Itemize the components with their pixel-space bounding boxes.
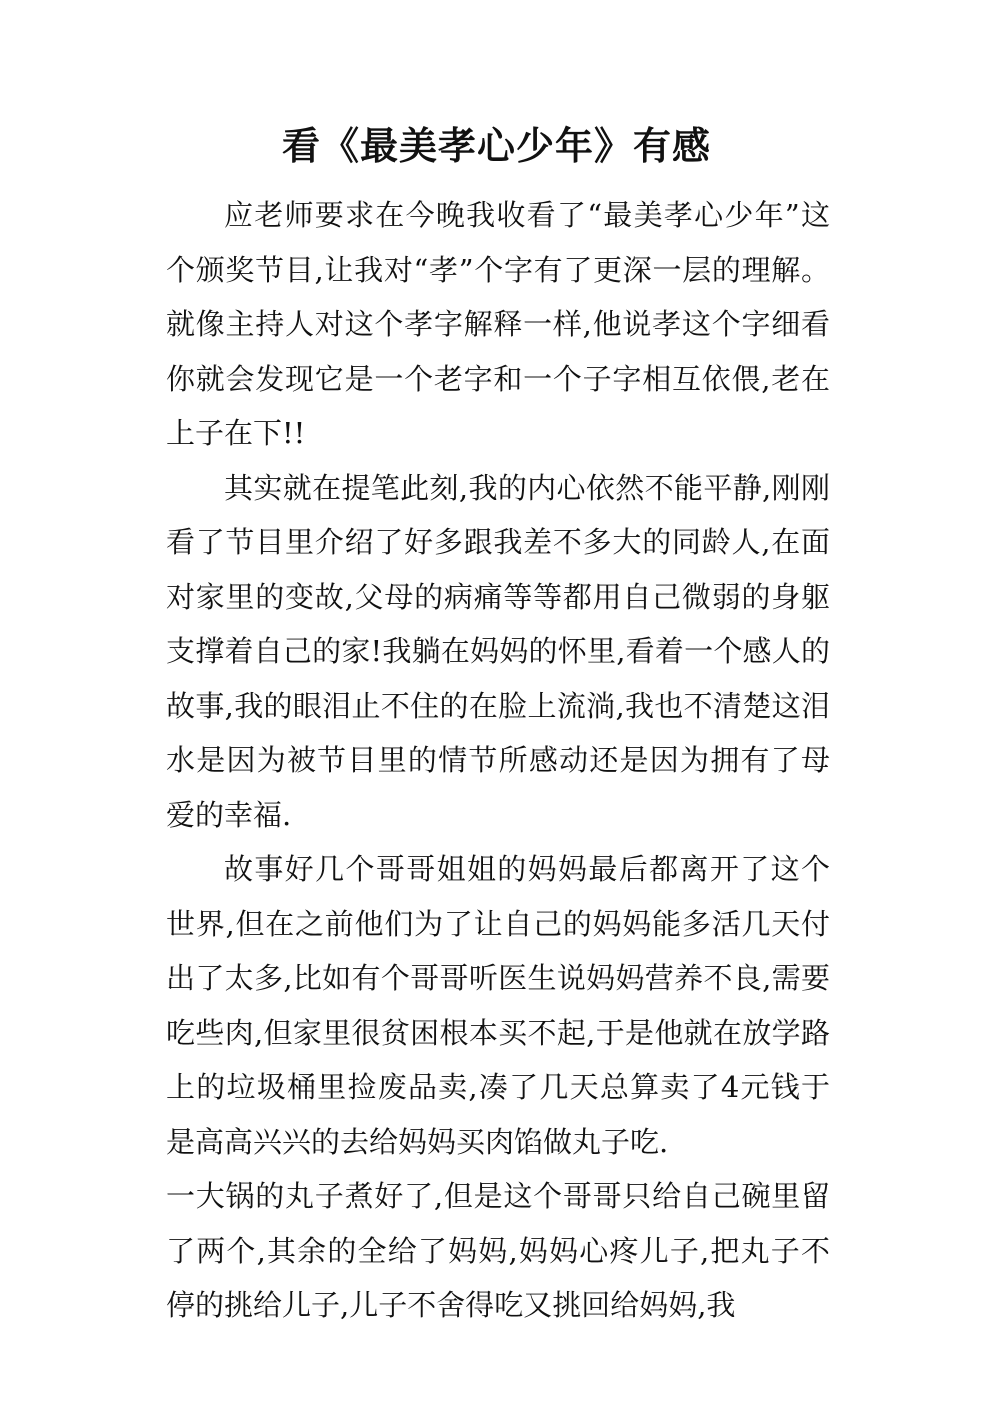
paragraph-2: 其实就在提笔此刻,我的内心依然不能平静,刚刚看了节目里介绍了好多跟我差不多大的同龄人,在面对家里的变故,父母的病痛等等都用自己微弱的身躯支撑着自己的家!我躺在妈妈的怀里,看着一个感人的故事,我的眼泪止不住的在脸上流淌,我也不清楚这泪水是因为被节目里的情节所感动还是因为拥有了母爱的幸福. — [166, 470, 830, 832]
page-title: 看《最美孝心少年》有感 — [281, 124, 711, 168]
document-body — [166, 188, 830, 1333]
paragraph-3: 故事好几个哥哥姐姐的妈妈最后都离开了这个世界,但在之前他们为了让自己的妈妈能多活几天付出了太多,比如有个哥哥听医生说妈妈营养不良,需要吃些肉,但家里很贫困根本买不起,于是他就在放学路上的垃圾桶里捡废品卖,凑了几天总算卖了4元钱于是高高兴兴的去给妈妈买肉馅做丸子吃. — [166, 852, 830, 1159]
paragraph-1: 应老师要求在今晚我收看了“最美孝心少年”这个颁奖节目,让我对“孝”个字有了更深一层的理解。就像主持人对这个孝字解释一样,他说孝这个字细看你就会发现它是一个老字和一个子字相互依偎,老在上子在下!! — [166, 198, 830, 450]
paragraph-4: 一大锅的丸子煮好了,但是这个哥哥只给自己碗里留了两个,其余的全给了妈妈,妈妈心疼儿子,把丸子不停的挑给儿子,儿子不舍得吃又挑回给妈妈,我 — [166, 1179, 830, 1322]
